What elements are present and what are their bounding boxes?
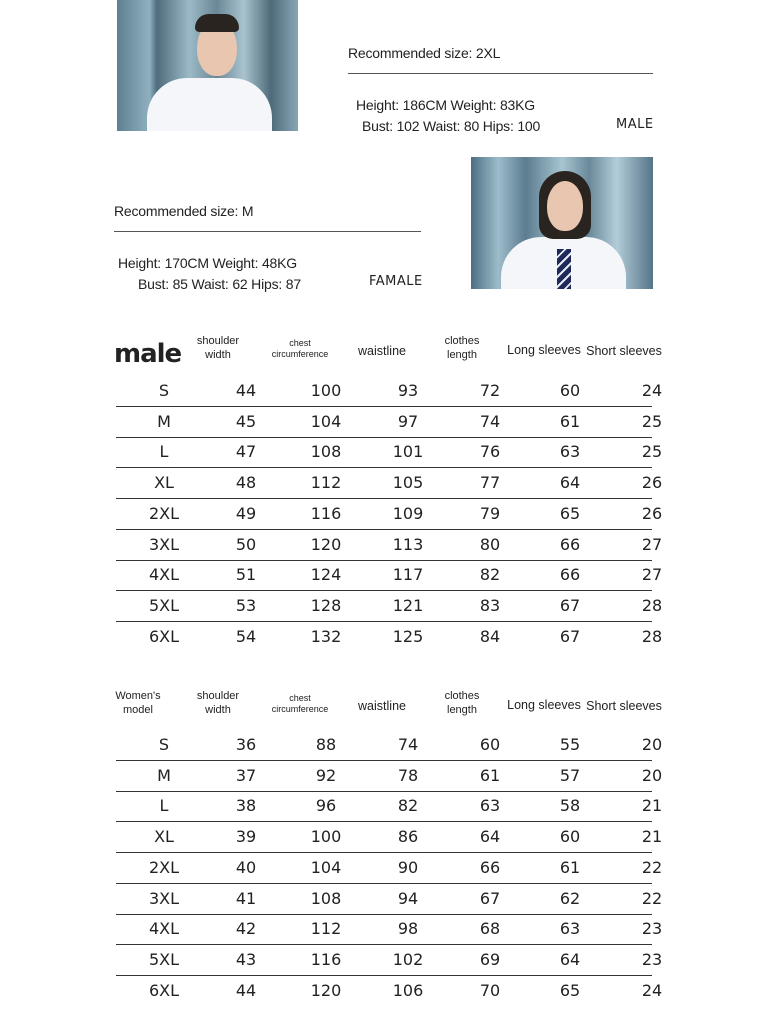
measurement-cell: 94 <box>397 888 419 908</box>
measurement-cell: 93 <box>397 381 419 400</box>
measurement-cell: 106 <box>392 980 424 1000</box>
measurement-cell: 26 <box>641 473 663 493</box>
size-cell: 4XL <box>148 919 180 939</box>
header-long-sleeves: Long sleeves <box>507 343 581 357</box>
table-row <box>116 407 663 437</box>
measurement-cell: 104 <box>310 857 342 877</box>
measurement-cell: 63 <box>479 796 501 816</box>
table-row <box>116 884 663 914</box>
table-row <box>116 530 663 560</box>
male-recommended-size: Recommended size: 2XL <box>348 45 501 61</box>
measurement-cell: 21 <box>641 827 663 847</box>
measurement-cell: 21 <box>641 796 663 816</box>
measurement-cell: 116 <box>310 949 342 969</box>
header-line: length <box>447 703 477 716</box>
measurement-cell: 39 <box>235 827 257 847</box>
measurement-cell: 113 <box>392 534 424 554</box>
size-cell: XL <box>154 473 174 493</box>
measurement-cell: 63 <box>559 442 581 462</box>
measurement-cell: 70 <box>479 980 501 1000</box>
measurement-cell: 55 <box>559 735 581 754</box>
measurement-cell: 128 <box>310 595 342 615</box>
measurement-cell: 60 <box>559 827 581 847</box>
size-cell: 5XL <box>148 595 180 615</box>
measurement-cell: 116 <box>310 503 342 523</box>
size-cell: S <box>158 735 170 754</box>
measurement-cell: 44 <box>235 980 257 1000</box>
measurement-cell: 48 <box>235 473 257 493</box>
measurement-cell: 23 <box>641 919 663 939</box>
measurement-cell: 66 <box>559 565 581 585</box>
header-line: clothes <box>444 335 480 347</box>
measurement-cell: 24 <box>641 381 663 400</box>
table-row <box>116 499 663 529</box>
table-row <box>116 945 663 975</box>
male-model-photo <box>117 0 298 131</box>
measurement-cell: 108 <box>310 442 342 462</box>
header-line: shoulder <box>196 335 240 347</box>
header-line: shoulder <box>196 690 240 702</box>
divider <box>114 231 421 232</box>
header-shoulder-width <box>188 335 248 363</box>
size-cell: L <box>159 796 169 816</box>
female-height-weight: Height: 170CM Weight: 48KG <box>118 255 297 271</box>
measurement-cell: 20 <box>641 735 663 754</box>
measurement-cell: 84 <box>479 626 501 646</box>
measurement-cell: 41 <box>235 888 257 908</box>
header-line: Women's <box>115 690 161 702</box>
table-row <box>116 976 663 1006</box>
size-cell: 4XL <box>148 565 180 585</box>
table-row <box>116 761 663 791</box>
female-recommended-size: Recommended size: M <box>114 203 254 219</box>
measurement-cell: 108 <box>310 888 342 908</box>
measurement-cell: 60 <box>559 381 581 400</box>
measurement-cell: 120 <box>310 534 342 554</box>
measurement-cell: 105 <box>392 473 424 493</box>
measurement-cell: 53 <box>235 595 257 615</box>
measurement-cell: 109 <box>392 503 424 523</box>
female-model-photo <box>471 157 653 289</box>
measurement-cell: 40 <box>235 857 257 877</box>
size-cell: XL <box>154 827 174 847</box>
measurement-cell: 88 <box>315 735 337 754</box>
measurement-cell: 20 <box>641 765 663 785</box>
measurement-cell: 23 <box>641 949 663 969</box>
table-row <box>116 914 663 944</box>
measurement-cell: 101 <box>392 442 424 462</box>
measurement-cell: 125 <box>392 626 424 646</box>
size-cell: 3XL <box>148 534 180 554</box>
measurement-cell: 102 <box>392 949 424 969</box>
measurement-cell: 74 <box>397 735 419 754</box>
measurement-cell: 100 <box>310 381 342 400</box>
measurement-cell: 50 <box>235 534 257 554</box>
measurement-cell: 25 <box>641 442 663 462</box>
female-size-table <box>96 685 676 1007</box>
measurement-cell: 58 <box>559 796 581 816</box>
header-line: clothes <box>444 690 480 702</box>
header-waistline: waistline <box>358 344 406 358</box>
table-row <box>116 468 663 498</box>
size-cell: M <box>157 411 171 431</box>
measurement-cell: 36 <box>235 735 257 754</box>
header-line: width <box>205 703 231 716</box>
male-size-table <box>96 330 676 652</box>
measurement-cell: 79 <box>479 503 501 523</box>
measurement-cell: 61 <box>559 857 581 877</box>
table-row <box>116 853 663 883</box>
measurement-cell: 77 <box>479 473 501 493</box>
measurement-cell: 117 <box>392 565 424 585</box>
measurement-cell: 67 <box>559 595 581 615</box>
measurement-cell: 57 <box>559 765 581 785</box>
table-row <box>116 560 663 590</box>
size-cell: 6XL <box>148 980 180 1000</box>
measurement-cell: 27 <box>641 565 663 585</box>
header-short-sleeves: Short sleeves <box>586 699 662 713</box>
female-table-title <box>110 690 166 718</box>
measurement-cell: 61 <box>479 765 501 785</box>
header-chest-circumference <box>262 693 338 716</box>
measurement-cell: 63 <box>559 919 581 939</box>
header-line: chest <box>289 693 311 703</box>
measurement-cell: 66 <box>559 534 581 554</box>
measurement-cell: 76 <box>479 442 501 462</box>
measurement-cell: 86 <box>397 827 419 847</box>
header-chest-circumference <box>262 338 338 361</box>
measurement-cell: 67 <box>559 626 581 646</box>
table-row <box>116 622 663 652</box>
header-line: circumference <box>271 704 329 715</box>
header-short-sleeves: Short sleeves <box>586 344 662 358</box>
measurement-cell: 43 <box>235 949 257 969</box>
header-line: chest <box>289 338 311 348</box>
measurement-cell: 90 <box>397 857 419 877</box>
table-row <box>116 591 663 621</box>
measurement-cell: 98 <box>397 919 419 939</box>
table-row <box>116 437 663 467</box>
measurement-cell: 65 <box>559 980 581 1000</box>
face <box>547 181 583 231</box>
header-long-sleeves: Long sleeves <box>507 698 581 712</box>
measurement-cell: 120 <box>310 980 342 1000</box>
measurement-cell: 65 <box>559 503 581 523</box>
measurement-cell: 24 <box>641 980 663 1000</box>
measurement-cell: 100 <box>310 827 342 847</box>
measurement-cell: 47 <box>235 442 257 462</box>
measurement-cell: 121 <box>392 595 424 615</box>
header-line: model <box>123 703 153 716</box>
measurement-cell: 22 <box>641 857 663 877</box>
measurement-cell: 132 <box>310 626 342 646</box>
measurement-cell: 74 <box>479 411 501 431</box>
measurement-cell: 25 <box>641 411 663 431</box>
measurement-cell: 112 <box>310 919 342 939</box>
measurement-cell: 67 <box>479 888 501 908</box>
measurement-cell: 64 <box>559 949 581 969</box>
size-cell: 5XL <box>148 949 180 969</box>
measurement-cell: 37 <box>235 765 257 785</box>
measurement-cell: 112 <box>310 473 342 493</box>
header-clothes-length <box>432 690 492 718</box>
measurement-cell: 97 <box>397 411 419 431</box>
male-tag: MALE <box>616 117 654 132</box>
hair <box>195 14 239 32</box>
measurement-cell: 44 <box>235 381 257 400</box>
measurement-cell: 27 <box>641 534 663 554</box>
measurement-cell: 62 <box>559 888 581 908</box>
measurement-cell: 78 <box>397 765 419 785</box>
measurement-cell: 42 <box>235 919 257 939</box>
measurement-cell: 28 <box>641 626 663 646</box>
header-waistline: waistline <box>358 699 406 713</box>
measurement-cell: 64 <box>479 827 501 847</box>
header-shoulder-width <box>188 690 248 718</box>
header-line: length <box>447 348 477 361</box>
male-measurements: Bust: 102 Waist: 80 Hips: 100 <box>362 118 541 134</box>
measurement-cell: 92 <box>315 765 337 785</box>
measurement-cell: 28 <box>641 595 663 615</box>
measurement-cell: 49 <box>235 503 257 523</box>
table-row <box>116 791 663 821</box>
male-table-title: male <box>114 339 182 369</box>
measurement-cell: 54 <box>235 626 257 646</box>
measurement-cell: 26 <box>641 503 663 523</box>
measurement-cell: 83 <box>479 595 501 615</box>
measurement-cell: 69 <box>479 949 501 969</box>
table-row <box>116 730 663 760</box>
divider <box>348 73 653 74</box>
female-tag: FAMALE <box>369 274 423 289</box>
measurement-cell: 61 <box>559 411 581 431</box>
size-cell: 6XL <box>148 626 180 646</box>
measurement-cell: 38 <box>235 796 257 816</box>
header-line: circumference <box>271 349 329 360</box>
size-cell: 3XL <box>148 888 180 908</box>
measurement-cell: 80 <box>479 534 501 554</box>
size-cell: L <box>159 442 169 462</box>
header-line: width <box>205 348 231 361</box>
table-row <box>116 822 663 852</box>
size-cell: M <box>157 765 171 785</box>
measurement-cell: 45 <box>235 411 257 431</box>
header-clothes-length <box>432 335 492 363</box>
measurement-cell: 66 <box>479 857 501 877</box>
measurement-cell: 68 <box>479 919 501 939</box>
size-cell: S <box>158 381 170 400</box>
size-cell: 2XL <box>148 503 180 523</box>
measurement-cell: 72 <box>479 381 501 400</box>
measurement-cell: 51 <box>235 565 257 585</box>
female-measurements: Bust: 85 Waist: 62 Hips: 87 <box>138 276 301 292</box>
measurement-cell: 22 <box>641 888 663 908</box>
measurement-cell: 64 <box>559 473 581 493</box>
size-cell: 2XL <box>148 857 180 877</box>
measurement-cell: 124 <box>310 565 342 585</box>
measurement-cell: 96 <box>315 796 337 816</box>
tie <box>557 249 571 289</box>
male-height-weight: Height: 186CM Weight: 83KG <box>356 97 535 113</box>
measurement-cell: 60 <box>479 735 501 754</box>
measurement-cell: 82 <box>397 796 419 816</box>
shirt <box>147 78 272 131</box>
measurement-cell: 82 <box>479 565 501 585</box>
table-row <box>116 376 663 406</box>
measurement-cell: 104 <box>310 411 342 431</box>
